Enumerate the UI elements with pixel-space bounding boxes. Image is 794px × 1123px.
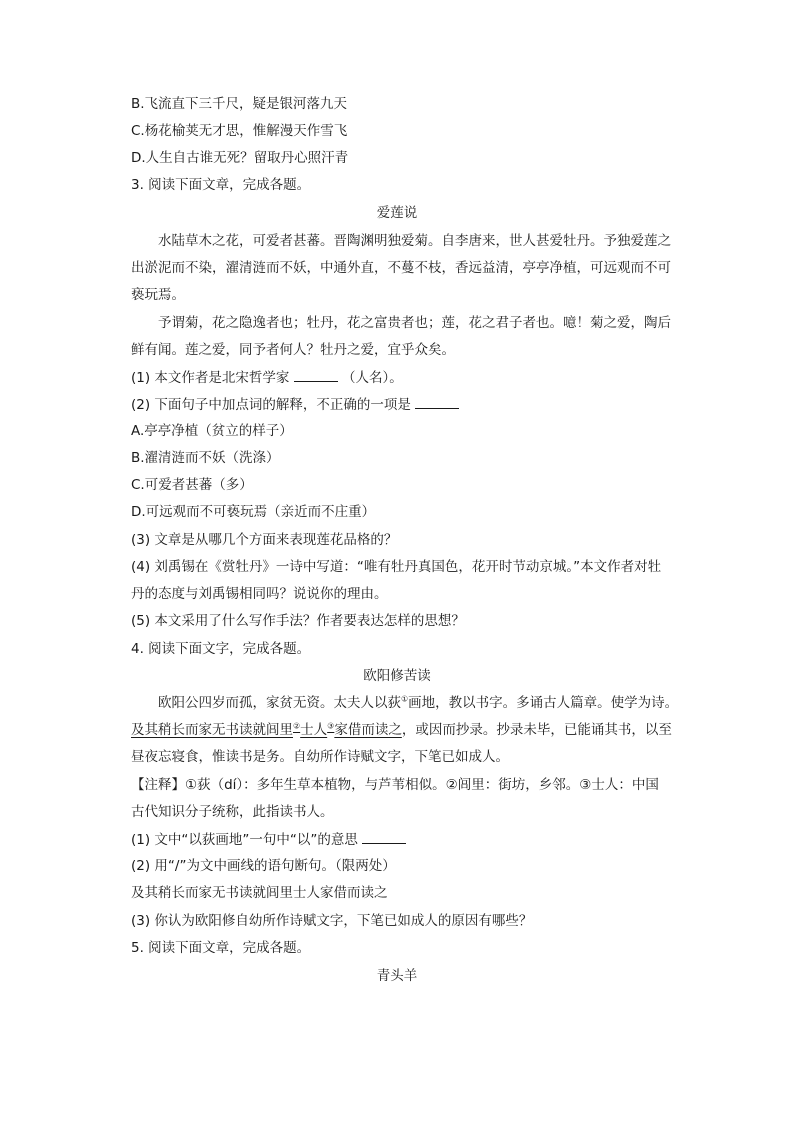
q3-sub3: (3) 文章是从哪几个方面来表现莲花品格的？ (131, 532, 398, 548)
passage-line: 出淤泥而不染，濯清涟而不妖，中通外直，不蔓不枝，香远益清，亭亭净植，可远观而不可 (131, 260, 671, 276)
passage-line: 昼夜忘寝食，惟读书是务。自幼所作诗赋文字，下笔已如成人。 (131, 749, 509, 765)
answer-blank[interactable] (294, 367, 338, 382)
q3-option-a: A.亭亭净植（贫立的样子） (131, 423, 293, 439)
q4-sub3: (3) 你认为欧阳修自幼所作诗赋文字，下笔已如成人的原因有哪些？ (131, 913, 533, 929)
question-3-stem: 3. 阅读下面文章，完成各题。 (131, 177, 311, 193)
q3-option-b: B.濯清涟而不妖（洗涤） (131, 450, 280, 466)
question-5-stem: 5. 阅读下面文章，完成各题。 (131, 940, 311, 956)
passage-line-underlined: 及其稍长而家无书读就闾里②士人③家借而读之，或因而抄录。抄录未毕，已能诵其书，以至 (131, 721, 672, 738)
annotation-cont: 古代知识分子统称，此指读书人。 (131, 804, 334, 820)
q3-sub1: (1) 本文作者是北宋哲学家 （人名）。 (131, 367, 403, 387)
passage-line: 鲜有闻。莲之爱，同予者何人？牡丹之爱，宜乎众矣。 (131, 342, 455, 358)
question-4-stem: 4. 阅读下面文字，完成各题。 (131, 641, 311, 657)
option-b: B.飞流直下三千尺，疑是银河落九天 (131, 96, 348, 112)
option-c: C.杨花榆荚无才思，惟解漫天作雪飞 (131, 123, 348, 139)
passage-title-ailianshuo: 爱莲说 (376, 205, 418, 221)
q3-sub4: (4) 刘禹锡在《赏牡丹》一诗中写道：“唯有牡丹真国色，花开时节动京城。”本文作者对牡 (131, 559, 662, 575)
q3-sub5: (5) 本文采用了什么写作手法？作者要表达怎样的思想？ (131, 613, 465, 629)
q3-option-c: C.可爱者甚蕃（多） (131, 477, 253, 493)
passage-title-qingtouyang: 青头羊 (376, 968, 418, 984)
footnote-marker: ③ (327, 721, 335, 731)
passage-line: 水陆草木之花，可爱者甚蕃。晋陶渊明独爱菊。自李唐来，世人甚爱牡丹。予独爱莲之 (158, 233, 671, 249)
passage-line: 予谓菊，花之隐逸者也；牡丹，花之富贵者也；莲，花之君子者也。噫！菊之爱，陶后 (158, 315, 671, 331)
passage-title-ouyangxiu: 欧阳修苦读 (363, 668, 431, 684)
q3-option-d: D.可远观而不可亵玩焉（亲近而不庄重） (131, 504, 376, 520)
footnote-marker: ② (293, 721, 301, 731)
option-d: D.人生自古谁无死？留取丹心照汗青 (131, 150, 349, 166)
annotation: 【注释】①荻（dí）：多年生草本植物，与芦苇相似。②闾里：街坊，乡邻。③士人：中国 (131, 777, 659, 793)
q3-sub4-cont: 丹的态度与刘禹锡相同吗？说说你的理由。 (131, 586, 388, 602)
answer-blank[interactable] (362, 829, 406, 844)
footnote-marker: ① (401, 694, 409, 704)
passage-line: 欧阳公四岁而孤，家贫无资。太夫人以荻①画地，教以书字。多诵古人篇章。使学为诗。 (158, 694, 679, 711)
q4-sub2: (2) 用“/”为文中画线的语句断句。（限两处） (131, 858, 396, 874)
q4-sub1: (1) 文中“以荻画地”一句中“以”的意思 (131, 829, 406, 849)
passage-line: 亵玩焉。 (131, 287, 185, 303)
q3-sub2: (2) 下面句子中加点词的解释，不正确的一项是 (131, 394, 459, 414)
answer-blank[interactable] (415, 394, 459, 409)
q4-sub2-sentence: 及其稍长而家无书读就闾里士人家借而读之 (131, 885, 388, 901)
